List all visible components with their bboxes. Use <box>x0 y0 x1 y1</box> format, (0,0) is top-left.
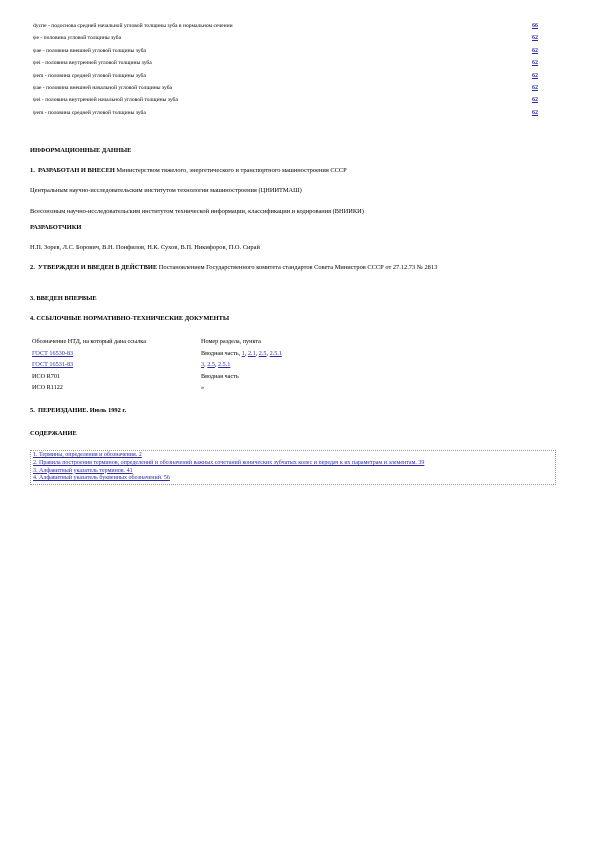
index-row <box>33 32 538 44</box>
index-row <box>33 57 538 69</box>
index-term: ψem - половина средней угловой толщины зуба <box>33 72 146 79</box>
index-page-link[interactable]: 66 <box>532 23 538 29</box>
reference-section-link[interactable]: 2.5.1 <box>269 349 282 357</box>
index-page-link[interactable]: 62 <box>532 60 538 67</box>
references-header-row <box>32 336 361 348</box>
index-term: ψae - половина внешней начальной угловой толщины зуба <box>33 84 173 91</box>
item-5-number: 5. <box>30 407 35 414</box>
references-table <box>32 336 361 394</box>
item-1-text: Министерством тяжелого, энергетического и транспортного машиностроения СССР <box>116 167 347 174</box>
info-heading: ИНФОРМАЦИОННЫЕ ДАННЫЕ <box>30 147 132 154</box>
reference-doc-link[interactable]: ГОСТ 16531-83 <box>32 361 74 369</box>
item-2-number: 2. <box>30 264 35 271</box>
reference-section-link[interactable]: 2.5 <box>258 349 267 357</box>
reference-section-text: Вводная часть <box>201 372 239 380</box>
toc-link[interactable]: 4. Алфавитный указатель буквенных обозначений. 56 <box>33 475 170 482</box>
developers-heading: РАЗРАБОТЧИКИ <box>30 224 82 231</box>
index-page-link[interactable]: 62 <box>532 109 538 116</box>
index-page-link[interactable]: 62 <box>532 35 538 42</box>
symbol-index-list <box>33 20 538 119</box>
info-item-4: 4. ССЫЛОЧНЫЕ НОРМАТИВНО-ТЕХНИЧЕСКИЕ ДОКУМЕНТЫ <box>30 315 230 322</box>
reference-section-text: Вводная часть, <box>201 349 242 357</box>
index-row <box>33 94 538 106</box>
index-page-link[interactable]: 62 <box>532 97 538 104</box>
index-term: ψe - половина угловой толщины зуба <box>33 35 122 42</box>
reference-doc-link[interactable]: ГОСТ 16530-83 <box>32 349 74 357</box>
reference-section-text: » <box>201 384 205 392</box>
reference-section-link[interactable]: 2.5 <box>207 361 215 369</box>
reference-doc: ИСО R1122 <box>32 384 63 392</box>
references-row: ГОСТ 16531-83 3, 2.5, 2.5.1 <box>32 361 231 369</box>
toc-heading: СОДЕРЖАНИЕ <box>30 430 77 437</box>
reference-doc: ИСО R701 <box>32 372 61 380</box>
index-term: ψae - половина внешней угловой толщины зуба <box>33 47 146 54</box>
developers-list: Н.П. Зорев, Л.С. Борович, В.Н. Понфилов, Н.К. Сухов, В.П. Никифоров, П.О. Сирай <box>30 244 260 251</box>
info-item-1 <box>30 167 562 176</box>
info-item-5 <box>30 407 562 416</box>
toc-link[interactable]: 1. Термины, определения и обозначения. 2 <box>33 452 142 458</box>
item-2-bold: УТВЕРЖДЕН И ВВЕДЕН В ДЕЙСТВИЕ <box>38 264 158 271</box>
item-5-bold: ПЕРЕИЗДАНИЕ. <box>38 407 89 414</box>
reference-section-link[interactable]: 1 <box>241 349 245 357</box>
index-page-link[interactable]: 62 <box>532 47 538 54</box>
index-row <box>33 45 538 57</box>
references-row <box>32 382 361 394</box>
org-1: Центральным научно-исследовательским институтом технологии машиностроения (ЦНИИТМАШ) <box>30 187 302 194</box>
toc-link[interactable]: 2. Правила построения терминов, определений и обозначений важных сочетаний конических зубчатых колес и передач к их параметрам и элементам. 39 <box>33 459 425 466</box>
index-row <box>33 82 538 94</box>
item-5-text: Июль 1992 г. <box>89 407 127 414</box>
table-of-contents <box>30 450 556 485</box>
index-term: ψei - половина внутренней начальной угловой толщины зуба <box>33 97 178 104</box>
org-2: Всесоюзным научно-исследовательским институтом технической информации, классификации и кодирования (ВНИИКИ) <box>30 208 364 215</box>
index-row <box>33 20 538 32</box>
reference-section-link[interactable]: 2.1 <box>247 349 256 357</box>
info-item-2 <box>30 264 558 273</box>
reference-section-link[interactable]: 3 <box>201 361 205 369</box>
references-header-section: Номер раздела, пункта <box>201 338 261 346</box>
index-term: ψei - половина внутренней угловой толщины зуба <box>33 60 152 67</box>
item-2-text: Постановлением Государственного комитета стандартов Совета Министров СССР от 27.12.73 № 2813 <box>158 264 438 271</box>
index-row <box>33 70 538 82</box>
index-page-link[interactable]: 62 <box>532 84 538 91</box>
index-term: ψem - половина средней угловой толщины зуба <box>33 109 146 116</box>
index-term: dуспе - подоснова средней начальной угловой толщины зуба в нормальном сечении <box>33 23 233 29</box>
index-row <box>33 107 538 119</box>
toc-link[interactable]: 3. Алфавитный указатель терминов. 41 <box>33 467 133 474</box>
item-1-number: 1. <box>30 167 35 174</box>
index-page-link[interactable]: 62 <box>532 72 538 79</box>
reference-section-link[interactable]: 2.5.1 <box>218 361 231 369</box>
references-header-doc: Обозначение НТД, на который дана ссылка <box>32 338 146 346</box>
references-row <box>32 371 361 383</box>
info-item-3: 3. ВВЕДЕН ВПЕРВЫЕ <box>30 295 97 302</box>
item-1-bold: РАЗРАБОТАН И ВНЕСЕН <box>38 167 115 174</box>
references-row: ГОСТ 16530-83 Вводная часть, 1, 2.1, 2.5, 2.5.1 <box>32 349 282 357</box>
